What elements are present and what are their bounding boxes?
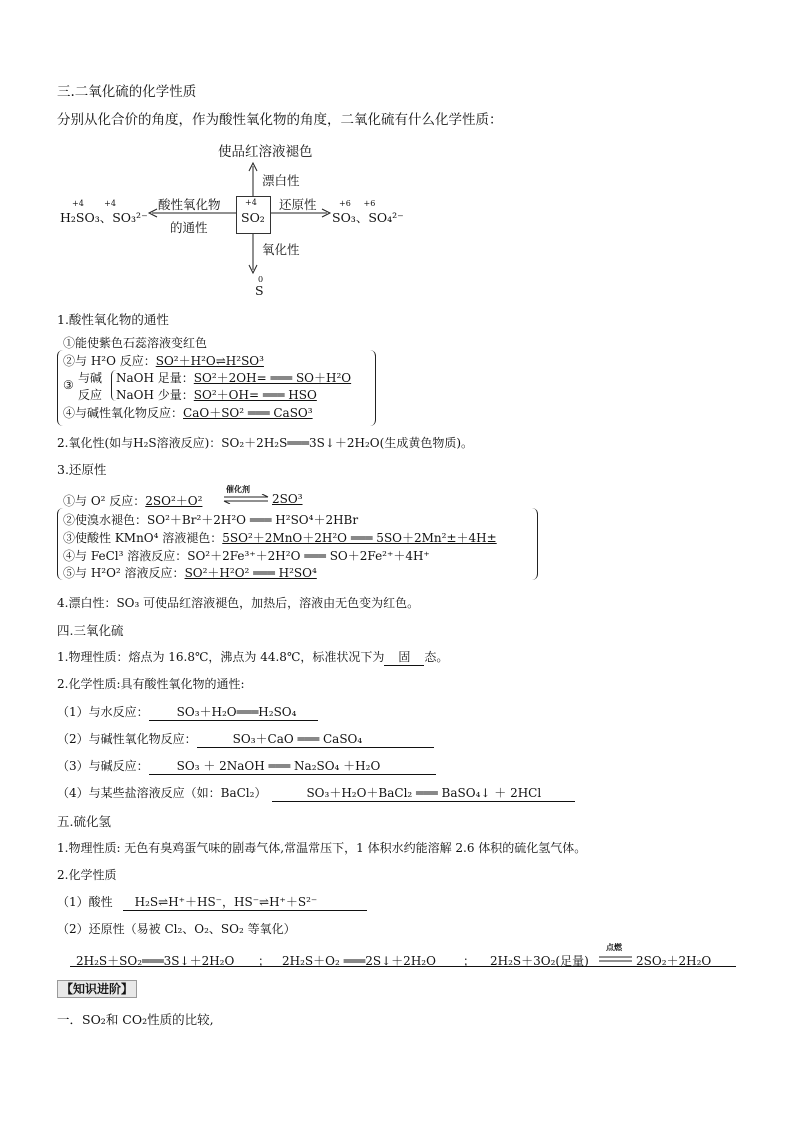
center-species: SO₂: [241, 210, 265, 225]
s4-r3: （3）与碱反应： SO₃ ＋ 2NaOH ═══ Na₂SO₄ ＋H₂O: [57, 757, 436, 775]
p3-line-1-condition: 催化剂: [226, 484, 250, 494]
s4-r1: （1）与水反应： SO₃＋H₂O═══H₂SO₄: [57, 703, 318, 721]
right-species: SO₃、SO₄²⁻: [332, 210, 404, 225]
s5-equations: [70, 942, 736, 968]
p3-line-4: ④与 FeCl³ 溶液反应：SO²＋2Fe³⁺＋2H²O ═══ SO＋2Fe²⁺＋4H⁺: [63, 549, 430, 563]
p3-line-1: ①与 O² 反应：2SO²＋O²: [63, 494, 203, 508]
p1-line-3-less: NaOH 少量：SO²＋OH= ═══ HSO: [116, 388, 317, 402]
right-valences: +6 +6: [339, 199, 376, 208]
p1-title: 1.酸性氧化物的通性: [57, 312, 169, 327]
left-species: H₂SO₃、SO₃²⁻: [60, 210, 148, 225]
section-3-intro: 分别从化合价的角度，作为酸性氧化物的角度，二氧化硫有什么化学性质：: [57, 112, 503, 128]
advance-line: 一．SO₂和 CO₂性质的比较,: [57, 1012, 214, 1027]
s5-sep-1: ；: [258, 954, 271, 968]
s5-eq3-sign: [598, 954, 634, 964]
p3-line-2: ②使溴水褪色：SO²＋Br²＋2H²O ═══ H²SO⁴＋2HBr: [63, 513, 359, 527]
bottom-valence: 0: [258, 275, 264, 284]
s5-eq1: 2H₂S＋SO₂═══3S↓＋2H₂O: [76, 954, 235, 968]
center-valence: +4: [245, 198, 257, 207]
diagram-down-label: 氧化性: [262, 242, 300, 257]
p3-line-1-reversible-arrow: [222, 494, 272, 504]
p1-line-3-num: ③: [63, 378, 74, 392]
diagram-arrows: [0, 0, 794, 320]
section-5-heading: 五.硫化氢: [57, 814, 111, 829]
s5-r2: （2）还原性（易被 Cl₂、O₂、SO₂ 等氧化）: [57, 922, 296, 936]
p1-line-4: ④与碱性氧化物反应：CaO＋SO² ═══ CaSO³: [63, 406, 313, 420]
diagram-center-box: [236, 196, 271, 234]
p3-brace-right: [532, 508, 538, 580]
diagram-top-text: 使品红溶液褪色: [218, 144, 313, 160]
s5-eq3a: 2H₂S＋3O₂(足量): [490, 954, 589, 968]
s5-sep-2: ；: [463, 954, 476, 968]
p4-bleaching: 4.漂白性：SO₃ 可使品红溶液褪色，加热后，溶液由无色变为红色。: [57, 596, 420, 610]
p1-line-1: ①能使紫色石蕊溶液变红色: [63, 336, 208, 350]
left-valences: +4 +4: [72, 199, 116, 208]
p1-brace-right: [370, 350, 376, 426]
diagram-up-label: 漂白性: [262, 173, 300, 188]
bottom-species: S: [255, 283, 264, 298]
p3-title: 3.还原性: [57, 462, 107, 477]
s5-eq3-condition: 点燃: [606, 942, 622, 952]
s4-r2: （2）与碱性氧化物反应： SO₃＋CaO ═══ CaSO₄: [57, 730, 434, 748]
p1-line-3-excess: NaOH 足量：SO²＋2OH= ═══ SO＋H²O: [116, 371, 352, 385]
p1-line-2: ②与 H²O 反应：SO²＋H²O⇌H²SO³: [63, 354, 264, 368]
p3-line-3: ③使酸性 KMnO⁴ 溶液褪色：5SO²＋2MnO＋2H²O ═══ 5SO＋2Mn²±＋4H±: [63, 531, 497, 545]
diagram-left-label-1: 酸性氧化物: [158, 197, 221, 212]
section-3-heading: 三.二氧化硫的化学性质: [57, 84, 197, 100]
diagram-left-label-2: 的通性: [170, 220, 208, 235]
p1-line-3-react: 反应: [78, 388, 103, 402]
s5-eq2: 2H₂S＋O₂ ═══2S↓＋2H₂O: [282, 954, 436, 968]
s5-physical: 1.物理性质: 无色有臭鸡蛋气味的剧毒气体,常温常压下，1 体积水约能溶解 2.6 体积的硫化氢气体。: [57, 841, 587, 855]
s4-physical: 1.物理性质：熔点为 16.8℃，沸点为 44.8℃，标准状况下为 固 态。: [57, 650, 449, 664]
s4-r4: （4）与某些盐溶液反应（如：BaCl₂） SO₃＋H₂O＋BaCl₂ ═══ BaSO₄↓ ＋ 2HCl: [57, 784, 575, 802]
p3-line-5: ⑤与 H²O² 溶液反应：SO²＋H²O² ═══ H²SO⁴: [63, 566, 317, 580]
s5-chemical: 2.化学性质: [57, 868, 117, 882]
s5-r1: （1）酸性 H₂S⇌H⁺＋HS⁻，HS⁻⇌H⁺＋S²⁻: [57, 893, 367, 911]
p1-line-3-base: 与碱: [78, 371, 103, 385]
p2-oxidizing: 2.氧化性(如与H₂S溶液反应)：SO₂＋2H₂S═══3S↓＋2H₂O(生成黄色物质)。: [57, 436, 474, 450]
p3-line-1-product: 2SO³: [272, 492, 303, 506]
knowledge-advance-tag: 【知识进阶】: [57, 980, 137, 997]
section-4-heading: 四.三氧化硫: [57, 623, 124, 638]
s5-eq3b: 2SO₂＋2H₂O: [636, 954, 712, 968]
s4-chemical: 2.化学性质:具有酸性氧化物的通性:: [57, 677, 245, 691]
diagram-right-label: 还原性: [279, 197, 317, 212]
